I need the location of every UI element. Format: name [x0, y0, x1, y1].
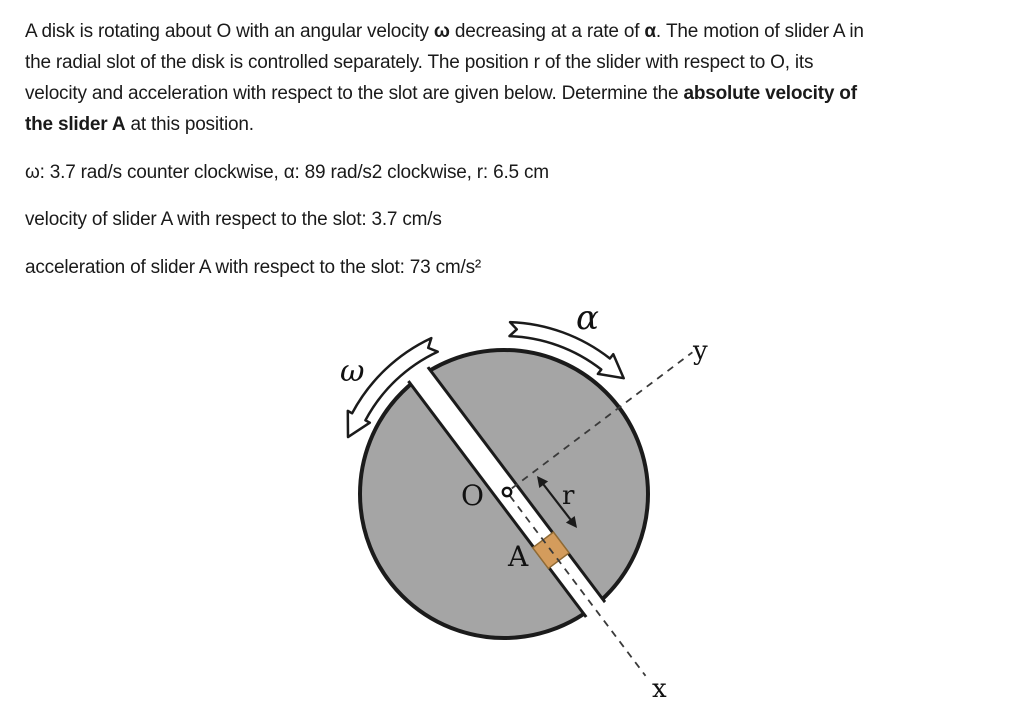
alpha-label: α [576, 298, 599, 338]
paragraph-line: A disk is rotating about O with an angular velocity ω decreasing at a rate of α. The motion of slider A in [25, 21, 864, 42]
disk-figure [300, 293, 760, 714]
problem-document [25, 16, 1017, 283]
omega-label: ω [340, 354, 365, 389]
radius-label: r [562, 481, 575, 511]
origin-point [503, 488, 511, 496]
y-axis-label: y [693, 336, 708, 366]
given-slider-velocity: velocity of slider A with respect to the slot: 3.7 cm/s [25, 209, 442, 230]
paragraph-line: the radial slot of the disk is controlled separately. The position r of the slider with respect to O, its [25, 52, 814, 73]
origin-label: O [461, 479, 484, 512]
paragraph-line: velocity and acceleration with respect to the slot are given below. Determine the absolute velocity of [25, 83, 857, 104]
slider-label: A [508, 540, 529, 573]
paragraph-line: the slider A at this position. [25, 114, 254, 135]
given-omega-alpha-r: ω: 3.7 rad/s counter clockwise, α: 89 rad/s2 clockwise, r: 6.5 cm [25, 161, 549, 183]
given-slider-acceleration: acceleration of slider A with respect to the slot: 73 cm/s² [25, 256, 482, 278]
x-axis-label: x [652, 674, 667, 704]
problem-statement [25, 16, 1017, 140]
